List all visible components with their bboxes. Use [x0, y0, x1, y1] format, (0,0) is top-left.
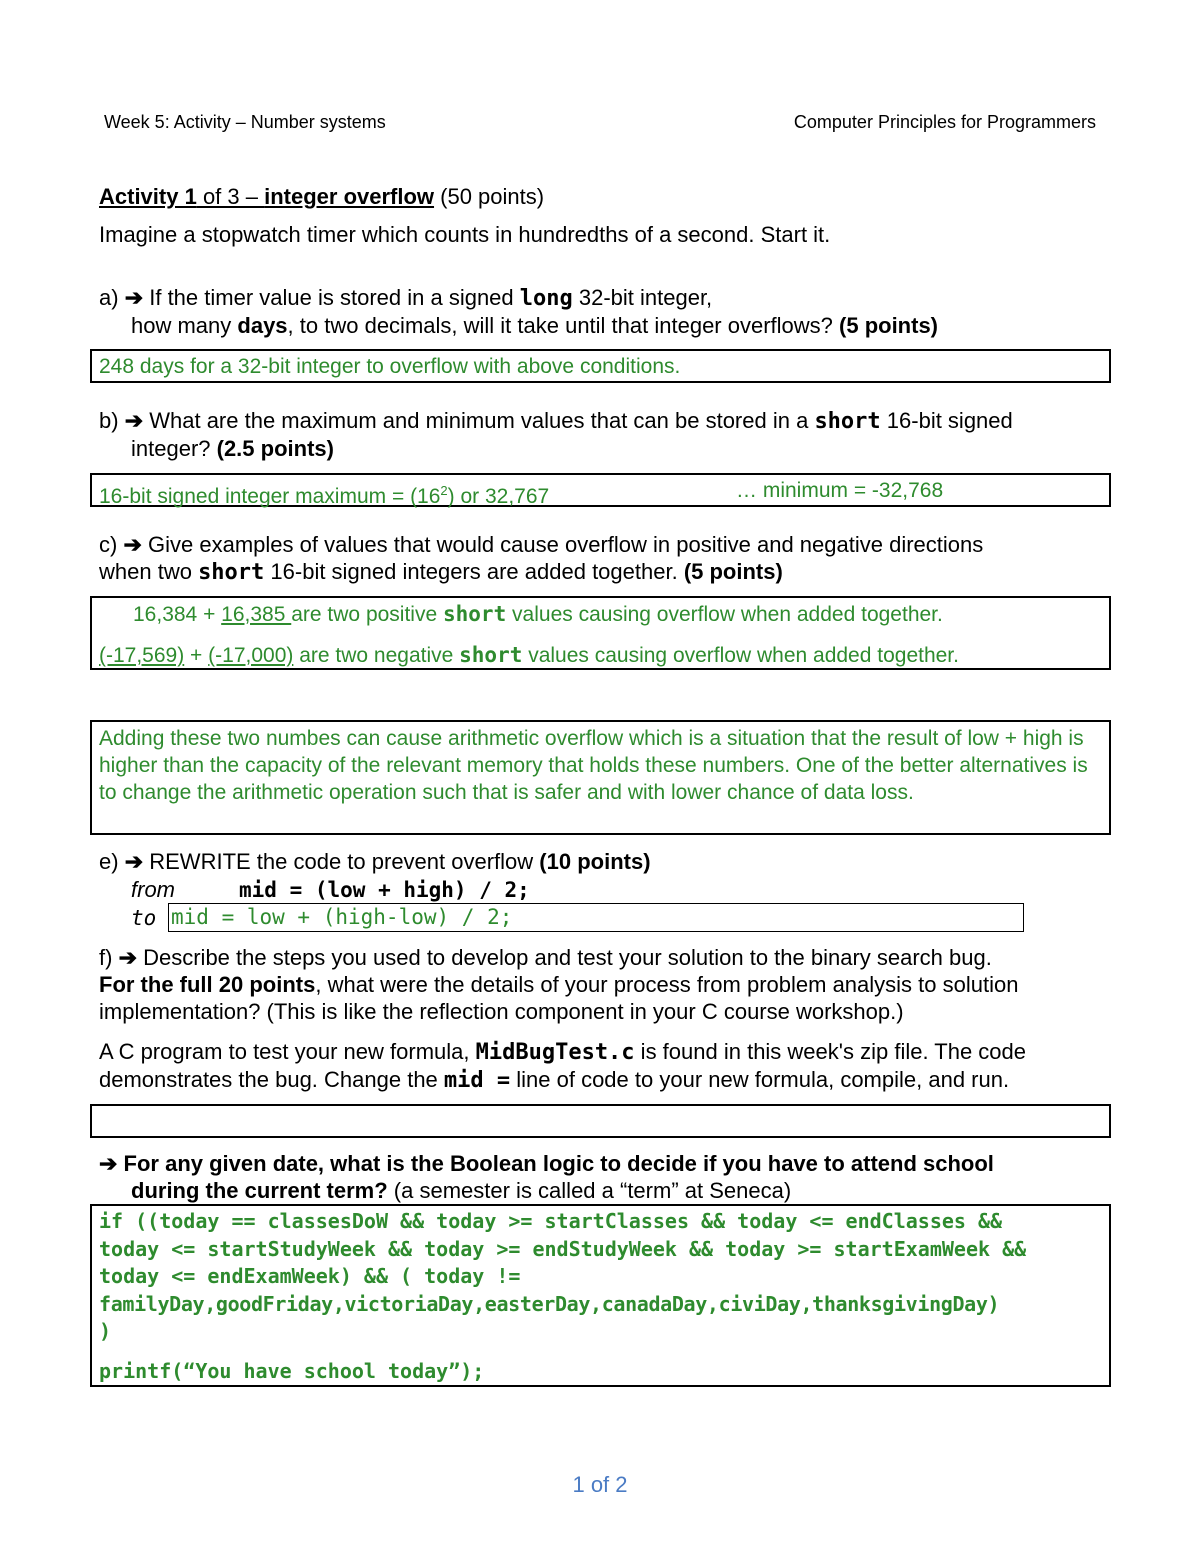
answer-b-box[interactable]	[90, 473, 1111, 507]
question-b-line1: b) ➔ What are the maximum and minimum values that can be stored in a short 16-bit signed	[99, 408, 1013, 434]
code-line: if ((today == classesDoW && today >= startClasses && today <= endClasses &&	[99, 1209, 1003, 1233]
question-f-para2-line1: A C program to test your new formula, MidBugTest.c is found in this week's zip file. The code	[99, 1039, 1027, 1065]
activity-title	[99, 183, 544, 211]
question-c-line1: c) ➔ Give examples of values that would cause overflow in positive and negative directions	[99, 532, 984, 557]
code-short: short	[814, 409, 881, 434]
answer-c-negative: (-17,569) + (-17,000) are two negative short values causing overflow when added together.	[99, 643, 959, 667]
answer-b-max: 16-bit signed integer maximum = $(16^2)$ or 32,767	[99, 483, 550, 508]
code-line: )	[99, 1319, 112, 1343]
answer-c-box[interactable]	[90, 596, 1111, 670]
answer-c-positive: 16,384 + 16,385 are two positive short values causing overflow when added together.	[133, 602, 943, 626]
activity-points: (50 points)	[434, 184, 545, 209]
question-f-line3: implementation? (This is like the reflection component in your C course workshop.)	[99, 999, 904, 1024]
question-a-line2: how many days, to two decimals, will it take until that integer overflows? (5 points)	[131, 313, 939, 338]
question-e-points: (10 points)	[539, 849, 651, 874]
from-code: mid = (low + high) / 2;	[239, 878, 530, 902]
activity-label: Activity 1	[99, 184, 197, 209]
question-f-line2: For the full 20 points, what were the details of your process from problem analysis to solution	[99, 972, 1019, 997]
question-g-line1: ➔ For any given date, what is the Boolean logic to decide if you have to attend school	[99, 1151, 994, 1176]
code-line: printf(“You have school today”);	[99, 1358, 485, 1383]
code-mid: mid =	[443, 1068, 511, 1093]
arrow-icon: ➔	[124, 408, 144, 433]
question-b-line2: integer? (2.5 points)	[131, 436, 334, 461]
answer-a-text: 248 days for a 32-bit integer to overflow with above conditions.	[99, 355, 681, 378]
activity-of: of 3 –	[196, 184, 265, 209]
arrow-icon: ➔	[124, 285, 144, 310]
question-a-line1: a) ➔ If the timer value is stored in a signed long 32-bit integer,	[99, 285, 713, 311]
answer-g-box[interactable]	[90, 1204, 1111, 1387]
from-label: from	[131, 877, 175, 902]
question-b-points: (2.5 points)	[216, 436, 334, 461]
activity-topic: integer overflow	[264, 184, 435, 209]
arrow-icon: ➔	[118, 945, 137, 970]
activity-intro: Imagine a stopwatch timer which counts in hundredths of a second. Start it.	[99, 222, 831, 247]
to-code-text: mid = low + (high-low) / 2;	[171, 905, 513, 929]
question-c-line2: when two short 16-bit signed integers are added together. (5 points)	[99, 559, 783, 585]
code-line: familyDay,goodFriday,victoriaDay,easterDay,canadaDay,civiDay,thanksgivingDay)	[99, 1291, 1000, 1316]
code-long: long	[519, 286, 573, 311]
code-line: today <= endExamWeek) && ( today !=	[99, 1264, 521, 1288]
header-left: Week 5: Activity – Number systems	[104, 112, 386, 132]
answer-g-code	[99, 1208, 1026, 1385]
answer-b-min: … minimum = -32,768	[736, 479, 944, 502]
question-f-line1: f) ➔ Describe the steps you used to develop and test your solution to the binary search bug.	[99, 945, 992, 970]
question-c-points: (5 points)	[683, 559, 783, 584]
answer-d-box[interactable]	[90, 720, 1111, 835]
question-g-line2: during the current term? (a semester is called a “term” at Seneca)	[131, 1178, 792, 1203]
page-number: 1 of 2	[572, 1472, 628, 1497]
to-label: to	[131, 906, 157, 930]
header-right: Computer Principles for Programmers	[793, 112, 1096, 132]
question-e-line1: e) ➔ REWRITE the code to prevent overflow (10 points)	[99, 849, 651, 874]
answer-d-text: Adding these two numbes can cause arithmetic overflow which is a situation that the result of low + high is higher than the capacity of the relevant memory that holds these numbers. One of the better alternatives is to change the arithmetic operation such that is safer and with lower chance of data loss.	[99, 727, 1088, 804]
answer-f-box[interactable]	[90, 1104, 1111, 1138]
arrow-icon: ➔	[99, 1151, 118, 1176]
code-filename: MidBugTest.c	[475, 1040, 635, 1065]
to-code-input[interactable]	[168, 903, 1024, 932]
question-f-para2-line2: demonstrates the bug. Change the mid = line of code to your new formula, compile, and run.	[99, 1067, 1010, 1093]
arrow-icon: ➔	[124, 849, 144, 874]
question-a-points: (5 points)	[839, 313, 939, 338]
code-short: short	[198, 560, 265, 585]
arrow-icon: ➔	[123, 532, 142, 557]
answer-a-box[interactable]	[90, 349, 1111, 383]
code-line: today <= startStudyWeek && today >= endStudyWeek && today >= startExamWeek &&	[99, 1236, 1027, 1261]
